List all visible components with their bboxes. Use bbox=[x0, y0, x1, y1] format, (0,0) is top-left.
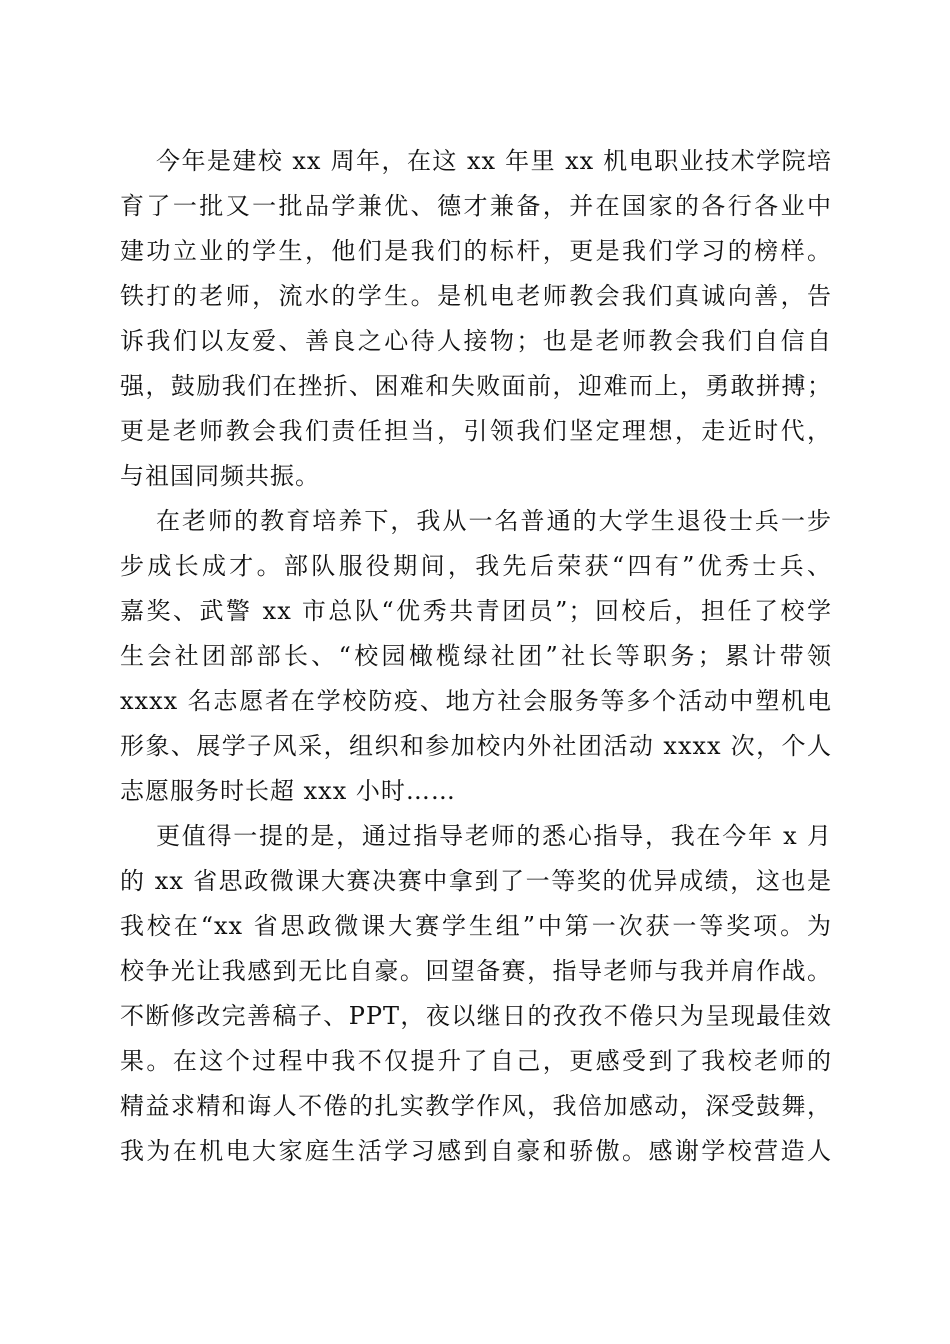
paragraph-1-line-5: 诉我们以友爱、善良之心待人接物；也是老师教会我们自信自 bbox=[120, 327, 832, 355]
paragraph-2-line-4: 生会社团部部长、“校园橄榄绿社团”社长等职务；累计带领 bbox=[120, 642, 832, 670]
paragraph-1-line-8: 与祖国同频共振。 bbox=[120, 462, 320, 490]
paragraph-1-line-6: 强，鼓励我们在挫折、困难和失败面前，迎难而上，勇敢拼搏； bbox=[120, 372, 832, 400]
paragraph-2-line-2: 步成长成才。部队服役期间，我先后荣获“四有”优秀士兵、 bbox=[120, 552, 832, 580]
paragraph-1-line-7: 更是老师教会我们责任担当，引领我们坚定理想，走近时代， bbox=[120, 417, 832, 445]
paragraph-2-line-6: 形象、展学子风采，组织和参加校内外社团活动 xxxx 次，个人 bbox=[120, 732, 832, 760]
paragraph-1-line-3: 建功立业的学生，他们是我们的标杆，更是我们学习的榜样。 bbox=[120, 237, 832, 265]
paragraph-2-line-3: 嘉奖、武警 xx 市总队“优秀共青团员”；回校后，担任了校学 bbox=[120, 597, 832, 625]
paragraph-3-line-5: 不断修改完善稿子、PPT，夜以继日的孜孜不倦只为呈现最佳效 bbox=[120, 1002, 832, 1030]
paragraph-2-line-1: 在老师的教育培养下，我从一名普通的大学生退役士兵一步 bbox=[156, 507, 832, 535]
paragraph-3-line-6: 果。在这个过程中我不仅提升了自己，更感受到了我校老师的 bbox=[120, 1047, 832, 1075]
body-text bbox=[120, 139, 832, 1174]
paragraph-1-line-1: 今年是建校 xx 周年，在这 xx 年里 xx 机电职业技术学院培 bbox=[156, 147, 832, 175]
paragraph-3-line-4: 校争光让我感到无比自豪。回望备赛，指导老师与我并肩作战。 bbox=[120, 957, 832, 985]
paragraph-2-line-7: 志愿服务时长超 xxx 小时…… bbox=[120, 777, 456, 805]
paragraph-1-line-2: 育了一批又一批品学兼优、德才兼备，并在国家的各行各业中 bbox=[120, 192, 832, 220]
paragraph-3-line-3: 我校在“xx 省思政微课大赛学生组”中第一次获一等奖项。为 bbox=[120, 912, 832, 940]
paragraph-1-line-4: 铁打的老师，流水的学生。是机电老师教会我们真诚向善，告 bbox=[120, 282, 832, 310]
paragraph-3-line-2: 的 xx 省思政微课大赛决赛中拿到了一等奖的优异成绩，这也是 bbox=[120, 867, 832, 895]
paragraph-3-line-1: 更值得一提的是，通过指导老师的悉心指导，我在今年 x 月 bbox=[156, 822, 832, 850]
paragraph-2-line-5: xxxx 名志愿者在学校防疫、地方社会服务等多个活动中塑机电 bbox=[120, 687, 832, 715]
paragraph-3-line-8: 我为在机电大家庭生活学习感到自豪和骄傲。感谢学校营造人 bbox=[120, 1137, 832, 1165]
paragraph-3-line-7: 精益求精和诲人不倦的扎实教学作风，我倍加感动，深受鼓舞， bbox=[120, 1092, 832, 1120]
